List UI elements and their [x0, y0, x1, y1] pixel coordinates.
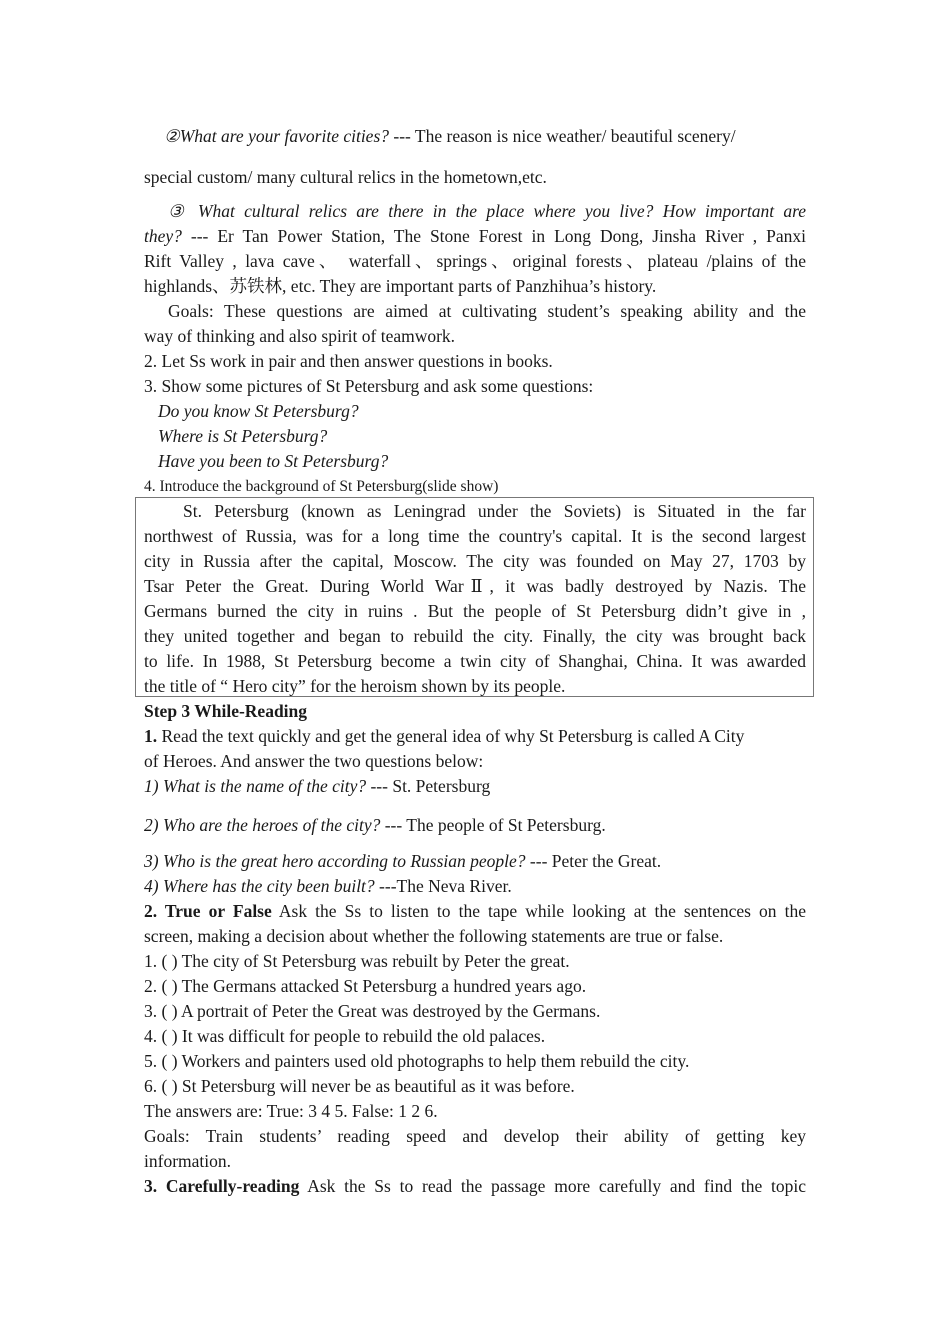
- qa-answer: --- St. Petersburg: [366, 776, 491, 796]
- goals-1-line-1: Goals: These questions are aimed at cultivating student’s speaking ability and the: [168, 301, 806, 321]
- question-3-line-1: [144, 199, 806, 224]
- qa-item: [144, 774, 806, 799]
- section-1-line-2: of Heroes. And answer the two questions below:: [144, 751, 484, 771]
- question-3-line-2: [144, 224, 806, 249]
- background-line: to life. In 1988, St Petersburg become a twin city of Shanghai, China. It was awarded: [144, 651, 806, 671]
- question-2-text: What are your favorite cities?: [179, 126, 390, 146]
- item-4: 4. Introduce the background of St Petersburg(slide show): [144, 478, 499, 495]
- qa-question: 2) Who are the heroes of the city?: [144, 815, 381, 835]
- true-false-item: 1. ( ) The city of St Petersburg was rebuilt by Peter the great.: [144, 951, 570, 971]
- qa-answer: --- The people of St Petersburg.: [380, 815, 606, 835]
- true-false-item: 3. ( ) A portrait of Peter the Great was destroyed by the Germans.: [144, 1001, 601, 1021]
- question-list-item: Have you been to St Petersburg?: [158, 451, 389, 471]
- background-line: the title of “ Hero city” for the heroism shown by its people.: [144, 676, 566, 696]
- qa-item: [144, 813, 806, 838]
- section-3-line-1: [144, 1174, 806, 1199]
- true-false-item: 2. ( ) The Germans attacked St Petersburg a hundred years ago.: [144, 976, 587, 996]
- background-line: city in Russia after the capital, Moscow. The city was founded on May 27, 1703 by: [144, 551, 806, 571]
- section-2-label: 2. True or False: [144, 901, 272, 921]
- question-3-line-4: highlands、苏铁林, etc. They are important parts of Panzhihua’s history.: [144, 276, 657, 296]
- background-line: northwest of Russia, was for a long time the country's capital. It is the second largest: [144, 526, 806, 546]
- section-1-text: Read the text quickly and get the general idea of why St Petersburg is called A City: [157, 726, 745, 746]
- qa-item: [144, 849, 806, 874]
- circled-number-2: ②: [164, 126, 180, 146]
- answers-line: The answers are: True: 3 4 5. False: 1 2 6.: [144, 1101, 438, 1121]
- question-3-text-cont: they?: [144, 226, 182, 246]
- qa-question: 4) Where has the city been built?: [144, 876, 375, 896]
- question-2-line: [144, 124, 806, 149]
- question-3-line-3: Rift Valley , lava cave、 waterfall、springs、original forests、plateau /plains of the: [144, 251, 806, 271]
- qa-answer: --- Peter the Great.: [525, 851, 662, 871]
- section-3-label: 3. Carefully-reading: [144, 1176, 300, 1196]
- section-2-line-2: screen, making a decision about whether the following statements are true or false.: [144, 926, 724, 946]
- step-3-heading: Step 3 While-Reading: [144, 701, 308, 721]
- item-3: 3. Show some pictures of St Petersburg and ask some questions:: [144, 376, 594, 396]
- section-1-number: 1.: [144, 726, 158, 746]
- section-2-text: Ask the Ss to listen to the tape while looking at the sentences on the: [271, 901, 806, 921]
- background-line: they united together and began to rebuild the city. Finally, the city was brought back: [144, 626, 806, 646]
- question-2-answer: --- The reason is nice weather/ beautiful scenery/: [389, 126, 736, 146]
- goals-1-line-2: way of thinking and also spirit of teamwork.: [144, 326, 456, 346]
- true-false-item: 4. ( ) It was difficult for people to rebuild the old palaces.: [144, 1026, 546, 1046]
- question-2-answer-cont: special custom/ many cultural relics in the hometown,etc.: [144, 167, 547, 187]
- qa-question: 1) What is the name of the city?: [144, 776, 367, 796]
- true-false-item: 6. ( ) St Petersburg will never be as beautiful as it was before.: [144, 1076, 575, 1096]
- background-line: St. Petersburg (known as Leningrad under the Soviets) is Situated in the far: [183, 501, 806, 521]
- circled-number-3: ③: [168, 201, 189, 221]
- goals-2-line-2: information.: [144, 1151, 231, 1171]
- section-2-line-1: [144, 899, 806, 924]
- qa-item: [144, 874, 806, 899]
- qa-answer: ---The Neva River.: [374, 876, 512, 896]
- true-false-item: 5. ( ) Workers and painters used old photographs to help them rebuild the city.: [144, 1051, 690, 1071]
- item-2: 2. Let Ss work in pair and then answer questions in books.: [144, 351, 553, 371]
- qa-question: 3) Who is the great hero according to Russian people?: [144, 851, 526, 871]
- section-3-text: Ask the Ss to read the passage more carefully and find the topic: [299, 1176, 806, 1196]
- goals-2-line-1: Goals: Train students’ reading speed and develop their ability of getting key: [144, 1126, 806, 1146]
- question-list-item: Do you know St Petersburg?: [158, 401, 359, 421]
- section-1-line-1: [144, 724, 806, 749]
- question-list-item: Where is St Petersburg?: [158, 426, 328, 446]
- background-line: Tsar Peter the Great. During World WarⅡ, it was badly destroyed by Nazis. The: [144, 576, 806, 596]
- background-line: Germans burned the city in ruins . But the people of St Petersburg didn’t give in ,: [144, 601, 806, 621]
- question-3-answer: --- Er Tan Power Station, The Stone Forest in Long Dong, Jinsha River , Panxi: [181, 226, 806, 246]
- question-3-text: What cultural relics are there in the place where you live? How important are: [197, 201, 807, 221]
